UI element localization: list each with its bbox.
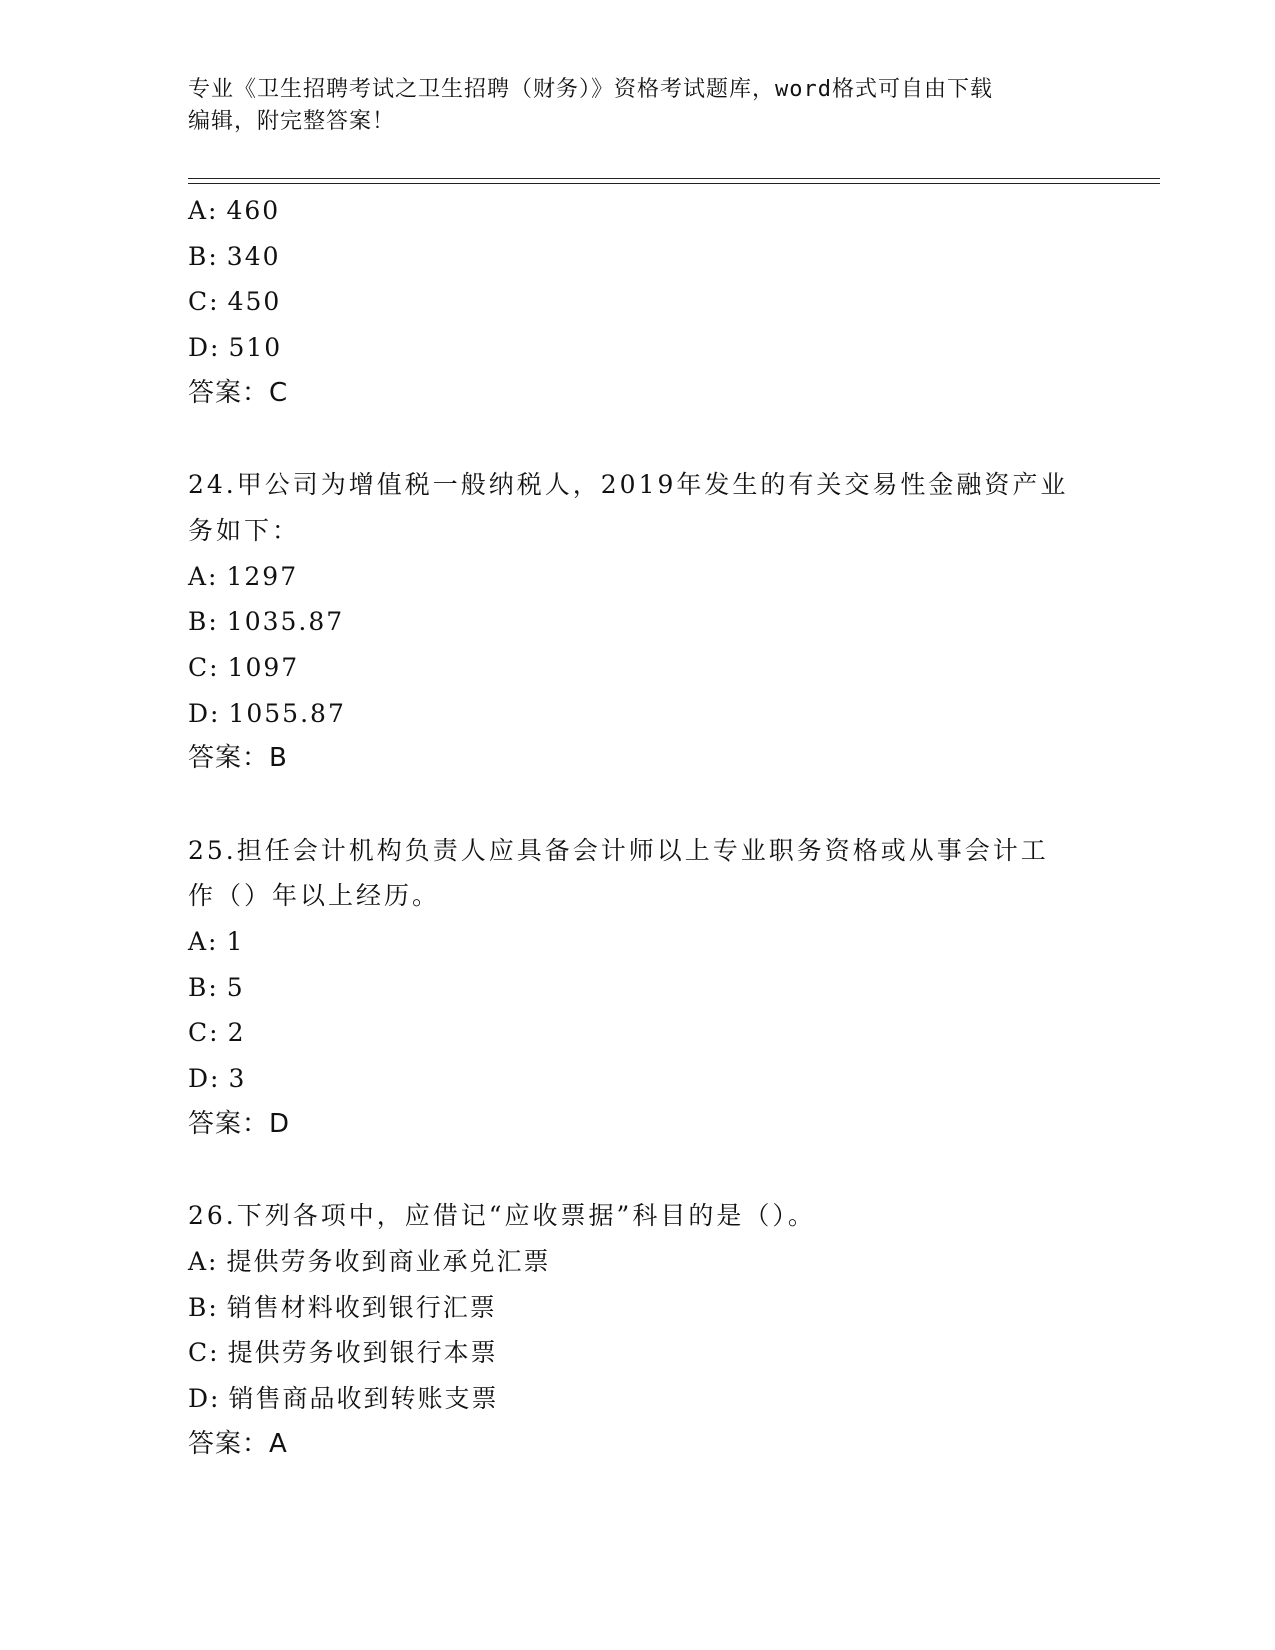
question-23 — [188, 188, 1088, 416]
option-d: D: 1055.87 — [188, 698, 346, 728]
answer-label: 答案： — [188, 1428, 270, 1459]
question-24 — [188, 462, 1088, 782]
option-a: A: 460 — [188, 196, 281, 225]
answer-line — [188, 736, 1088, 782]
option-a: A: 提供劳务收到商业承兑汇票 — [188, 1246, 551, 1276]
answer-value: D — [269, 1108, 291, 1139]
spacer — [188, 782, 1088, 828]
answer-label: 答案： — [188, 743, 270, 774]
question-text-line: 作（）年以上经历。 — [188, 881, 441, 911]
question-text-line: 25.担任会计机构负责人应具备会计师以上专业职务资格或从事会计工 — [188, 835, 1049, 865]
question-text-line: 务如下： — [188, 515, 301, 545]
option-b: B: 340 — [188, 241, 281, 271]
option-d: D: 510 — [188, 333, 283, 363]
option-b: B: 1035.87 — [188, 607, 345, 637]
option-c: C: 提供劳务收到银行本票 — [188, 1338, 498, 1368]
option-b: B: 5 — [188, 972, 245, 1002]
question-list — [188, 188, 1088, 1467]
question-text-line: 24.甲公司为增值税一般纳税人，2019年发生的有关交易性金融资产业 — [188, 470, 1069, 500]
option-c: C: 1097 — [188, 652, 300, 682]
answer-line — [188, 371, 1088, 417]
option-a: A: 1297 — [188, 561, 299, 591]
question-text-line: 26.下列各项中，应借记“应收票据”科目的是（）。 — [188, 1201, 816, 1231]
answer-value: B — [269, 743, 288, 774]
option-c: C: 2 — [188, 1018, 246, 1048]
answer-line — [188, 1102, 1088, 1148]
option-b: B: 销售材料收到银行汇票 — [188, 1292, 497, 1322]
question-25 — [188, 828, 1088, 1148]
document-header — [188, 74, 1088, 138]
header-line-2: 编辑，附完整答案！ — [188, 109, 396, 134]
spacer — [188, 416, 1088, 462]
option-a: A: 1 — [188, 927, 245, 957]
answer-value: C — [269, 377, 289, 408]
option-c: C: 450 — [188, 287, 282, 317]
answer-label: 答案： — [188, 1108, 270, 1139]
answer-line — [188, 1422, 1088, 1468]
header-divider — [188, 178, 1160, 184]
option-d: D: 3 — [188, 1064, 247, 1094]
answer-label: 答案： — [188, 377, 270, 408]
header-line-1: 专业《卫生招聘考试之卫生招聘（财务）》资格考试题库，word格式可自由下载 — [188, 77, 993, 102]
spacer — [188, 1148, 1088, 1194]
question-26 — [188, 1193, 1088, 1467]
answer-value: A — [269, 1428, 288, 1459]
option-d: D: 销售商品收到转账支票 — [188, 1383, 499, 1413]
